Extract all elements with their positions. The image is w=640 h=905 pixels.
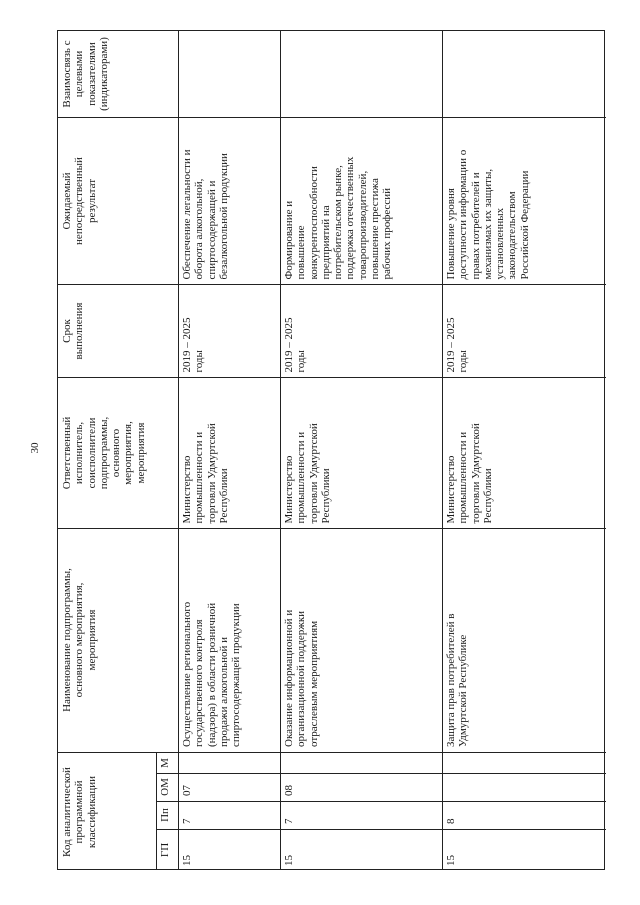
cell-result-line: Формирование и [283,200,295,279]
cell-om-line: 08 [283,785,295,796]
header-result-line: результат [85,178,98,223]
cell-responsible-line: Министерство [181,455,193,523]
header-indicators [58,31,178,117]
cell-pp-line: 7 [283,818,295,824]
header-name-line: основного мероприятия, [73,582,86,698]
cell-m-content [444,755,604,770]
cell-result-line: оборота алкогольной, [193,178,206,279]
header-responsible-line: мероприятия, [122,420,135,485]
cell-gp-content [444,832,604,868]
cell-responsible-line: торговли Удмуртской [469,422,482,523]
cell-term-line: годы [193,349,206,372]
cell-result-line: потребительском рынке, [332,164,345,279]
header-om [156,773,178,801]
cell-pp [280,801,442,829]
header-result [58,117,178,284]
header-responsible-line: основного [110,428,123,477]
cell-name-line: Осуществление регионального [181,601,193,747]
header-om-content [158,776,176,798]
cell-gp-line: 15 [283,855,295,866]
cell-term-line: 2019 – 2025 [181,317,193,372]
cell-gp [442,829,606,871]
cell-result-line: предприятий на [319,204,332,279]
header-term-line: выполнения [73,302,86,359]
cell-responsible [178,377,280,528]
cell-term [178,284,280,377]
cell-result-line: повышение престижа [369,177,382,279]
cell-result-line: поддержка отечественных [344,156,357,279]
cell-indicators [280,31,442,117]
cell-om-content [444,776,604,798]
cell-result-line: Российской Федерации [518,170,531,279]
header-indicators-line: (индикаторами) [97,37,110,111]
cell-pp-line: 7 [181,818,193,824]
cell-result [280,117,442,284]
cell-responsible-line: промышленности и [193,431,206,523]
header-gp [156,829,178,871]
cell-name [442,528,606,752]
header-name [58,528,178,752]
header-result-content [60,120,176,281]
cell-indicators [178,31,280,117]
header-term [58,284,178,377]
cell-name-line: (надзора) в области розничной [205,602,218,747]
cell-name-content [282,531,440,749]
cell-m-content [180,755,278,770]
header-indicators-content [60,34,176,114]
cell-indicators-content [282,34,440,114]
cell-name-line: Защита прав потребителей в [445,613,457,747]
cell-result-line: спиртосодержащей и [205,180,218,279]
cell-pp [442,801,606,829]
cell-result-line: механизмах их защиты, [481,168,494,279]
header-result-line: Ожидаемый [61,171,73,230]
cell-pp-line: 8 [445,818,457,824]
cell-result-line: безалкогольной продукции [217,152,230,279]
cell-gp-line: 15 [445,855,457,866]
cell-name [280,528,442,752]
cell-result [442,117,606,284]
cell-om-line: 07 [181,785,193,796]
cell-result-line: установленных [494,207,507,279]
header-code-line: классификации [85,775,98,848]
cell-responsible-content [282,380,440,525]
cell-term-content [282,287,440,374]
header-responsible-line: исполнитель, [73,421,86,484]
cell-responsible-line: Министерство [445,455,457,523]
header-name-line: Наименование подпрограммы, [61,568,73,712]
cell-term-content [180,287,278,374]
cell-om [442,773,606,801]
cell-result-content [444,120,604,281]
cell-pp-content [444,804,604,826]
header-code-line: программной [73,780,86,843]
cell-pp-content [282,804,440,826]
cell-pp [178,801,280,829]
cell-gp-content [180,832,278,868]
cell-responsible-content [444,380,604,525]
header-responsible-line: мероприятия [134,422,147,483]
header-gp-line: ГП [159,842,171,858]
cell-responsible-line: Республики [217,467,230,523]
cell-result-line: Повышение уровня [445,187,457,279]
cell-pp-content [180,804,278,826]
header-m [156,752,178,773]
cell-result-line: повышение [295,225,308,279]
header-om-line: ОМ [159,778,171,796]
cell-responsible-line: промышленности и [295,431,308,523]
cell-term [442,284,606,377]
cell-term-line: 2019 – 2025 [445,317,457,372]
cell-term-line: годы [457,349,470,372]
cell-name-line: отраслевым мероприятиям [307,620,320,747]
cell-term-line: годы [295,349,308,372]
header-responsible-line: подпрограммы, [97,416,110,489]
cell-responsible [280,377,442,528]
cell-name-line: спиртосодержащей продукции [230,603,243,747]
cell-name-line: государственного контроля [193,619,206,747]
cell-result-line: рабочих профессий [381,187,394,279]
cell-responsible-line: Республики [481,467,494,523]
header-pp [156,801,178,829]
cell-name-content [444,531,604,749]
cell-result-content [282,120,440,281]
cell-gp [280,829,442,871]
header-indicators-line: Взаимосвязь с [61,40,73,108]
cell-responsible [442,377,606,528]
header-code-line: Код аналитической [61,766,73,857]
header-term-line: Срок [61,318,73,343]
cell-indicators [442,31,606,117]
header-pp-content [158,804,176,826]
header-indicators-line: целевыми [73,50,86,98]
cell-om [178,773,280,801]
cell-responsible-line: промышленности и [457,431,470,523]
cell-result-line: доступности информации о [457,149,470,279]
cell-result [178,117,280,284]
cell-responsible-line: торговли Удмуртской [307,422,320,523]
cell-responsible-line: Республики [319,467,332,523]
cell-m-content [282,755,440,770]
header-responsible-line: Ответственный [61,416,73,489]
cell-term-line: 2019 – 2025 [283,317,295,372]
header-code-content [60,755,154,868]
cell-responsible-line: торговли Удмуртской [205,422,218,523]
header-pp-line: Пп [159,808,171,822]
cell-gp [178,829,280,871]
header-responsible-content [60,380,176,525]
cell-om-content [180,776,278,798]
cell-responsible-line: Министерство [283,455,295,523]
header-responsible-line: соисполнители [85,417,98,488]
cell-m [442,752,606,773]
cell-result-content [180,120,278,281]
cell-m [280,752,442,773]
cell-gp-content [282,832,440,868]
header-gp-content [158,832,176,868]
cell-term [280,284,442,377]
header-term-content [60,287,176,374]
cell-om [280,773,442,801]
page-number: 30 [29,442,41,454]
header-name-content [60,531,176,749]
cell-gp-line: 15 [181,855,193,866]
cell-result-line: законодательством [506,190,519,279]
cell-m [178,752,280,773]
cell-indicators-content [180,34,278,114]
cell-indicators-content [444,34,604,114]
cell-name-line: Оказание информационной и [283,609,295,747]
cell-result-line: Обеспечение легальности и [181,149,193,279]
cell-responsible-content [180,380,278,525]
cell-name-line: Удмуртской Республике [457,634,470,747]
cell-name-line: организационной поддержки [295,610,308,747]
program-table [57,30,605,870]
cell-result-line: товаропроизводителей, [356,170,369,279]
header-name-line: мероприятия [85,609,98,671]
cell-result-line: конкурентоспособности [307,165,320,279]
header-m-content [158,755,176,770]
header-indicators-line: показателями [85,42,98,106]
header-result-line: непосредственный [73,156,86,245]
cell-name [178,528,280,752]
cell-om-content [282,776,440,798]
header-code [58,752,156,871]
cell-result-line: правах потребителей и [469,171,482,279]
cell-term-content [444,287,604,374]
header-m-line: М [159,757,171,768]
cell-name-line: продажи алкогольной и [217,636,230,747]
header-responsible [58,377,178,528]
cell-name-content [180,531,278,749]
